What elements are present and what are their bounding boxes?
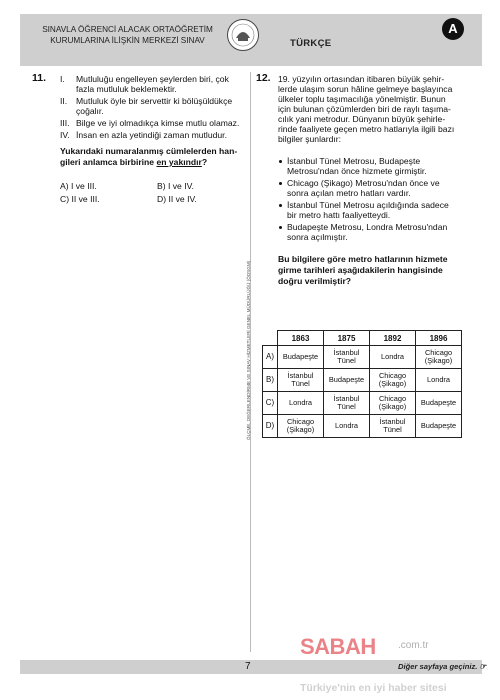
q12-bullet-3-line1: İstanbul Tünel Metrosu açıldığında sadece: [287, 200, 449, 210]
bullet-dot-icon: [279, 160, 282, 163]
exam-title-line1: SINAVLA ÖĞRENCİ ALACAK ORTAÖĞRETİM: [42, 25, 213, 34]
q11-prompt-text: gileri anlamca birbirine: [60, 157, 157, 167]
cell-text: Londra: [426, 374, 450, 384]
table-corner: [263, 331, 278, 346]
cell-text: Chicago: [378, 370, 407, 380]
table-row[interactable]: [263, 369, 462, 392]
q11-statement-4: İnsan en azla yetindiği zaman mutludur.: [76, 130, 227, 140]
vertical-publisher-text: [246, 260, 256, 440]
vertical-publisher-label: ÖLÇME, DEĞERLENDİRME VE SINAV HİZMETLERİ GENEL MÜDÜRLÜĞÜ (ÖDSGM): [246, 260, 251, 440]
cell-text: Tünel: [291, 379, 310, 388]
exam-title: [30, 24, 225, 46]
exam-title-line2: KURUMLARINA İLİŞKİN MERKEZİ SINAV: [50, 36, 205, 45]
table-header-row: [263, 331, 462, 346]
q11-statement-1-roman: I.: [60, 74, 65, 84]
option-label[interactable]: C): [263, 392, 278, 415]
q11-option-c[interactable]: C) II ve III.: [60, 194, 100, 204]
q12-bullet-4-line2: sonra açılmıştır.: [287, 232, 348, 242]
option-label[interactable]: D): [263, 415, 278, 438]
cell-text: İstanbul: [379, 416, 406, 426]
pointing-hand-icon: ☞: [479, 662, 487, 671]
table-cell: [416, 415, 462, 438]
cell-text: Londra: [288, 397, 312, 407]
year-header: 1875: [324, 331, 370, 346]
q12-prompt-line2: girme tarihleri aşağıdakilerin hangisinde: [278, 265, 443, 275]
option-label[interactable]: A): [263, 346, 278, 369]
q12-bullet-4-line1: Budapeşte Metrosu, Londra Metrosu'ndan: [287, 222, 448, 232]
subject-label: TÜRKÇE: [290, 38, 332, 49]
cell-text: (Şikago): [378, 379, 407, 388]
table-cell: [416, 392, 462, 415]
q12-paragraph-line5: cılık yani metrodur. Dünyanın büyük şehirle-: [278, 114, 446, 124]
q12-prompt-line1: Bu bilgilere göre metro hatlarının hizmete: [278, 254, 448, 264]
q12-prompt-line3: doğru verilmiştir?: [278, 276, 352, 286]
cell-text: Budapeşte: [282, 351, 319, 361]
q11-prompt-line2: [60, 157, 207, 167]
table-cell: [278, 392, 324, 415]
table-cell: [324, 415, 370, 438]
table-cell: [370, 392, 416, 415]
table-cell: [324, 369, 370, 392]
option-label[interactable]: B): [263, 369, 278, 392]
bullet-dot-icon: [279, 204, 282, 207]
q12-paragraph-line1: 19. yüzyılın ortasından itibaren büyük şehir-: [278, 74, 445, 84]
table-cell: [324, 346, 370, 369]
q11-prompt-line1: Yukarıdaki numaralanmış cümlelerden han-: [60, 146, 238, 156]
table-row[interactable]: [263, 392, 462, 415]
q11-option-d[interactable]: D) II ve IV.: [157, 194, 197, 204]
table-cell: [278, 346, 324, 369]
year-header: 1863: [278, 331, 324, 346]
ministry-logo-icon: [226, 18, 260, 52]
q11-statement-2: Mutluluk öyle bir servettir ki bölüşüldükçe: [76, 96, 233, 106]
bullet-dot-icon: [279, 182, 282, 185]
cell-text: Budapeşte: [420, 397, 457, 407]
cell-text: Budapeşte: [420, 420, 457, 430]
cell-text: Chicago: [286, 416, 315, 426]
table-row[interactable]: [263, 346, 462, 369]
q11-statement-4-roman: IV.: [60, 130, 70, 140]
q11-statement-2-cont: çoğalır.: [76, 106, 104, 116]
table-cell: [370, 369, 416, 392]
q11-option-a[interactable]: A) I ve III.: [60, 181, 97, 191]
cell-text: (Şikago): [378, 402, 407, 411]
q12-paragraph-line4: için bulunan çözümlerden biri de raylı taşıma-: [278, 104, 451, 114]
q12-bullet-1-line1: İstanbul Tünel Metrosu, Budapeşte: [287, 156, 421, 166]
table-cell: [416, 346, 462, 369]
cell-text: Chicago: [378, 393, 407, 403]
cell-text: İstanbul: [333, 393, 360, 403]
q12-bullet-2-line1: Chicago (Şikago) Metrosu'ndan önce ve: [287, 178, 440, 188]
q12-bullet-3-line2: bir metro hattı faaliyetteydi.: [287, 210, 391, 220]
cell-text: (Şikago): [424, 356, 453, 365]
booklet-badge: A: [442, 18, 464, 40]
cell-text: Londra: [380, 351, 404, 361]
table-cell: [416, 369, 462, 392]
table-cell: [370, 415, 416, 438]
q11-statement-1: Mutluluğu engelleyen şeylerden biri, çok: [76, 74, 229, 84]
q12-paragraph-line7: bilgiler şunlardır:: [278, 134, 342, 144]
cell-text: Tünel: [383, 425, 402, 434]
cell-text: Budapeşte: [328, 374, 365, 384]
cell-text: İstanbul: [333, 347, 360, 357]
year-header: 1892: [370, 331, 416, 346]
q12-bullet-1-line2: Metrosu'ndan önce hizmete girmiştir.: [287, 166, 427, 176]
cell-text: Londra: [334, 420, 358, 430]
next-page-note: [398, 662, 486, 671]
q12-answer-table: [262, 330, 462, 438]
q11-statement-1-cont: fazla mutluluk beklemektir.: [76, 84, 177, 94]
table-cell: [278, 369, 324, 392]
q11-statement-3: Bilge ve iyi olmadıkça kimse mutlu olamaz.: [76, 118, 240, 128]
q12-paragraph-line3: ülkeler toplu taşımacılığa yönelmiştir. Bunun: [278, 94, 446, 104]
cell-text: Tünel: [337, 402, 356, 411]
year-header: 1896: [416, 331, 462, 346]
table-row[interactable]: [263, 415, 462, 438]
q12-paragraph-line2: lerde ulaşım sorun hâline gelmeye başlayınca: [278, 84, 453, 94]
cell-text: Tünel: [337, 356, 356, 365]
sabah-tagline: Türkiye'nin en iyi haber sitesi: [300, 682, 447, 694]
q12-number: 12.: [256, 72, 271, 84]
bullet-dot-icon: [279, 226, 282, 229]
q11-number: 11.: [32, 72, 47, 84]
q11-prompt-emphasis: en yakındır: [156, 157, 202, 167]
table-cell: [324, 392, 370, 415]
q12-paragraph-line6: rinde faaliyete geçen metro hatlarıyla ilgili bazı: [278, 124, 455, 134]
q12-bullet-2-line2: sonra açılan metro hatları vardır.: [287, 188, 411, 198]
cell-text: (Şikago): [286, 425, 315, 434]
q11-prompt-qmark: ?: [201, 157, 208, 167]
q11-statement-2-roman: II.: [60, 96, 68, 106]
sabah-watermark-domain: .com.tr: [398, 640, 429, 651]
q11-option-b[interactable]: B) I ve IV.: [157, 181, 194, 191]
cell-text: Chicago: [424, 347, 453, 357]
sabah-watermark: SABAH: [300, 634, 376, 659]
next-page-text: Diğer sayfaya geçiniz.: [398, 662, 478, 671]
page-number: 7: [245, 661, 251, 672]
cell-text: İstanbul: [287, 370, 314, 380]
table-cell: [278, 415, 324, 438]
table-cell: [370, 346, 416, 369]
q11-statement-3-roman: III.: [60, 118, 70, 128]
